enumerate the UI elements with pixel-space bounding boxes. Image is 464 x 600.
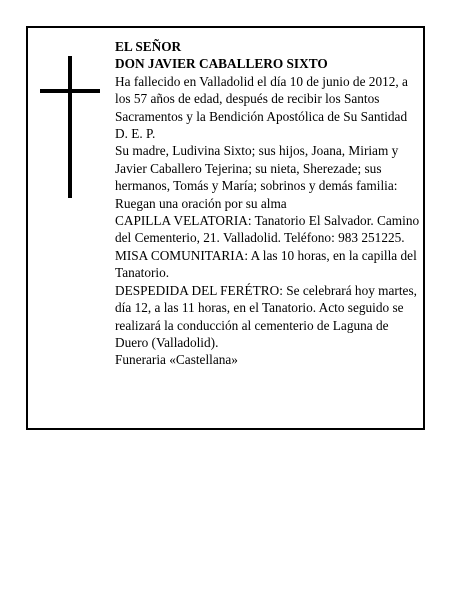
cross-vertical-bar	[68, 56, 72, 198]
death-announcement: Ha fallecido en Valladolid el día 10 de junio de 2012, a los 57 años de edad, después de recibir los Santos Sacramentos y la Bendición Apostólica de Su Santidad D. E. P.	[115, 73, 408, 142]
cross-horizontal-bar	[40, 89, 100, 93]
obituary-text	[115, 38, 423, 369]
family-paragraph: Su madre, Ludivina Sixto; sus hijos, Joana, Miriam y Javier Caballero Tejerina; su nieta, Sherezade; sus hermanos, Tomás y María; sobrinos y demás familia: Ruegan una oración por su alma	[115, 143, 399, 211]
coffin-farewell-info: DESPEDIDA DEL FERÉTRO: Se celebrará hoy martes, día 12, a las 11 horas, en el Tanatorio. Acto seguido se realizará la conducción al cementerio de Laguna de Duero (Valladolid).	[115, 282, 417, 350]
wake-chapel-info: CAPILLA VELATORIA: Tanatorio El Salvador. Camino del Cementerio, 21. Valladolid. Teléfono: 983 251225.	[115, 213, 420, 246]
heading-title: EL SEÑOR	[115, 39, 182, 54]
obituary-notice	[26, 26, 425, 430]
funeral-home: Funeraria «Castellana»	[115, 352, 238, 368]
community-mass-info: MISA COMUNITARIA: A las 10 horas, en la capilla del Tanatorio.	[115, 247, 417, 281]
deceased-name: DON JAVIER CABALLERO SIXTO	[115, 56, 328, 72]
